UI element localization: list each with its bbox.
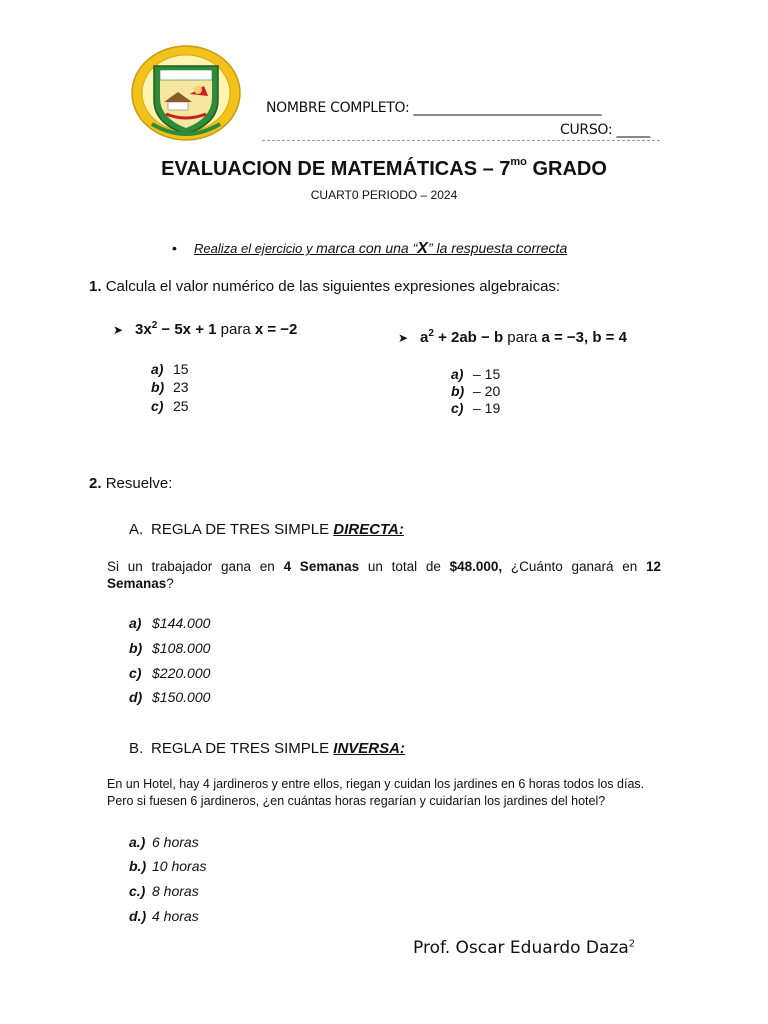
section-a-option[interactable]: c) $220.000 (129, 665, 211, 681)
section-b-problem: En un Hotel, hay 4 jardineros y entre ellos, riegan y cuidan los jardines en 6 horas todos los días. Pero si fuesen 6 jardineros, ¿en cuántas horas regarían y cuidarían los jardines del hotel? (107, 777, 645, 808)
q1-right-option[interactable]: b) – 20 (451, 383, 501, 399)
arrow-bullet-icon: ➤ (113, 323, 124, 337)
q1-left-expression: ➤ $3x^2 - 5x + 1$ para x = −2 (113, 320, 298, 338)
section-b-option[interactable]: a.) 6 horas (129, 834, 199, 850)
arrow-bullet-icon: ➤ (398, 331, 409, 345)
section-b-heading: B. REGLA DE TRES SIMPLE INVERSA: (129, 740, 405, 757)
q1-right-expression: ➤ $a^2 + 2ab - b$ para a = −3, b = 4 (398, 328, 627, 346)
section-a-option[interactable]: b) $108.000 (129, 640, 211, 656)
bullet-icon: • (172, 240, 177, 256)
section-a-heading: A. REGLA DE TRES SIMPLE DIRECTA: (129, 521, 404, 538)
course-field[interactable]: CURSO: _____ (560, 122, 650, 138)
page-title: EVALUACION DE MATEMÁTICAS – $7^{mo}$ GRADO (161, 156, 607, 180)
page-subtitle: CUART0 PERIODO – 2024 (310, 188, 458, 202)
question-1-prompt: 1. Calcula el valor numérico de las siguientes expresiones algebraicas: (89, 278, 561, 295)
section-a-option[interactable]: a) $144.000 (129, 615, 211, 631)
section-b-option[interactable]: d.) 4 horas (129, 908, 199, 924)
school-seal-logo (130, 44, 242, 142)
question-2-prompt: 2. Resuelve: (89, 475, 173, 492)
section-a-option[interactable]: d) $150.000 (129, 689, 211, 705)
header-divider (262, 140, 660, 141)
section-b-option[interactable]: b.) 10 horas (129, 858, 207, 874)
q1-left-option[interactable]: a) 15 (151, 361, 189, 377)
student-name-field[interactable]: NOMBRE COMPLETO: ____________________________ (266, 100, 602, 116)
section-b-option[interactable]: c.) 8 horas (129, 883, 199, 899)
instruction: • Realiza el ejercicio y marca con una “X” la respuesta correcta (172, 240, 568, 257)
section-a-problem: Si un trabajador gana en 4 Semanas un total de $48.000, ¿Cuánto ganará en 12 Semanas? (107, 559, 662, 591)
author-signature: Prof. Oscar Eduardo Daza$^2$ (413, 938, 636, 958)
q1-right-option[interactable]: c) – 19 (451, 400, 501, 416)
q1-left-option[interactable]: c) 25 (151, 398, 189, 414)
q1-right-option[interactable]: a) – 15 (451, 366, 501, 382)
q1-left-option[interactable]: b) 23 (151, 379, 189, 395)
